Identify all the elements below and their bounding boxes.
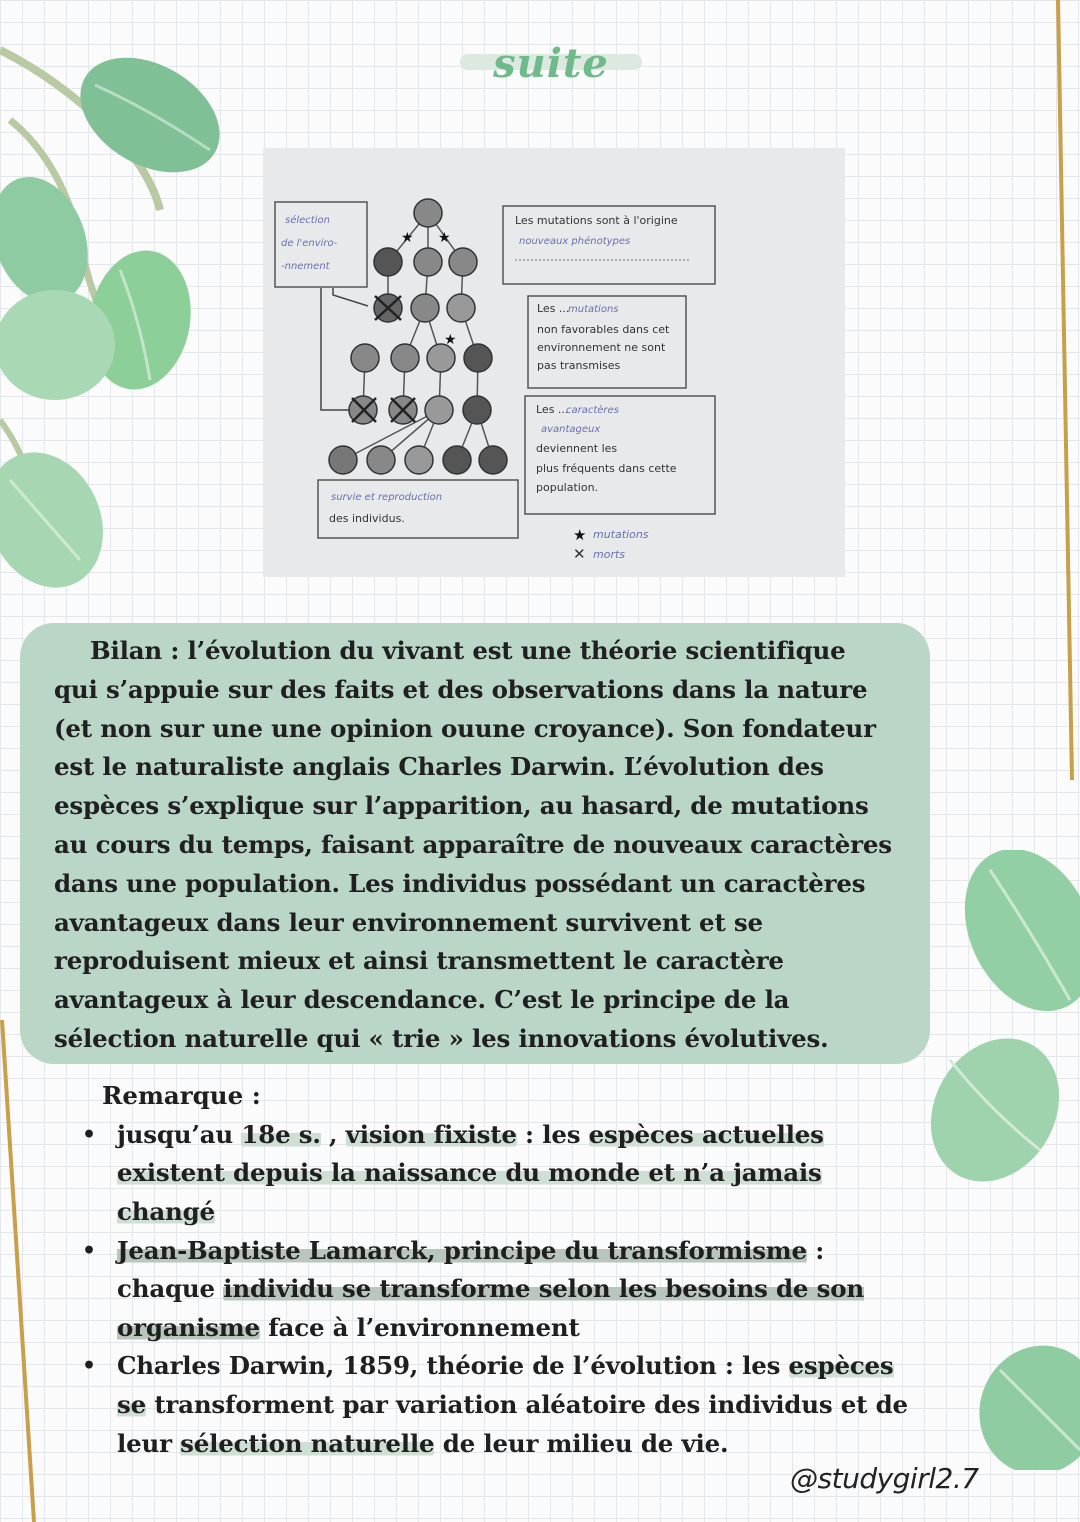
item3-part-a: Charles Darwin, 1859, théorie de l’évolution : les [117, 1351, 789, 1381]
item3-part-e: de leur milieu de vie. [434, 1428, 729, 1458]
item1-part-a: jusqu’au [117, 1119, 242, 1149]
remarque-item-lamarck [80, 1232, 920, 1348]
eucalyptus-leaves-right-icon [930, 850, 1080, 1470]
box-selection-line3: -nnement [281, 261, 330, 272]
box-mutations-line3: pas transmises [537, 359, 621, 372]
remarque-list [80, 1116, 920, 1463]
box-caract-line2: plus fréquents dans cette [536, 462, 677, 475]
diagram-photo [263, 148, 845, 577]
gold-border-right [1050, 0, 1080, 780]
svg-text:★: ★ [401, 230, 414, 246]
box-caract-prefix: Les ... [536, 403, 569, 416]
item2-part-d: face à l’environnement [259, 1312, 580, 1342]
box-caract-hand2: avantageux [541, 424, 601, 435]
bilan-box [20, 623, 930, 1064]
eucalyptus-leaves-top-left-icon [0, 0, 240, 600]
svg-text:★: ★ [438, 230, 451, 246]
item1-part-b: 18e s. [241, 1119, 321, 1149]
box-selection-line1: sélection [285, 215, 330, 226]
box-origin-hand: nouveaux phénotypes [519, 236, 631, 247]
legend-cross-icon: ✕ [573, 545, 586, 563]
author-signature: @studygirl2.7 [790, 1462, 979, 1495]
box-mutations-line2: environnement ne sont [537, 341, 666, 354]
box-mutations-line1: non favorables dans cet [537, 323, 670, 336]
evolution-diagram [263, 148, 845, 577]
box-mutations-prefix: Les ... [537, 302, 570, 315]
item1-part-f: espèces actuelles existent depuis la naissance du monde et n’a jamais changé [117, 1119, 824, 1226]
legend-morts: morts [593, 548, 626, 561]
bullet-icon: • [82, 1237, 96, 1264]
page-title-area [460, 40, 642, 88]
item3-part-c: transforment par variation aléatoire des individus et de leur [117, 1389, 908, 1458]
box-mutations-hand: mutations [568, 304, 619, 315]
item1-part-d: vision fixiste [345, 1119, 517, 1149]
remarque-item-fixisme [80, 1116, 920, 1232]
box-caract-line1: deviennent les [536, 442, 618, 455]
box-caract-hand1: caractères [566, 405, 619, 416]
item2-part-b: : chaque [117, 1235, 825, 1304]
item2-part-a: Jean-Baptiste Lamarck, principe du transformisme [117, 1235, 807, 1265]
bilan-text: Bilan : l’évolution du vivant est une théorie scientifique qui s’appuie sur des faits et des observations dans la nature (et non sur une une opinion ouune croyance). Son fondateur est le naturaliste anglais Charles Darwin. L’évolution des espèces s’explique sur l’apparition, au hasard, de mutations au cours du temps, faisant apparaître de nouveaux caractères dans une population. Les individus possédant un caractères avantageux dans leur environnement survivent et se reproduisent mieux et ainsi transmettent le caractère avantageux à leur descendance. C’est le principe de la sélection naturelle qui « trie » les innovations évolutives. [54, 636, 892, 1053]
remarque-item-darwin [80, 1347, 920, 1463]
box-survie-hand: survie et reproduction [331, 492, 443, 503]
remarque-title: Remarque : [102, 1081, 261, 1110]
bullet-icon: • [82, 1353, 96, 1380]
box-caract-line3: population. [536, 481, 599, 494]
item1-part-c: , [320, 1119, 346, 1149]
box-selection-line2: de l'enviro- [281, 238, 338, 249]
box-origin-text: Les mutations sont à l'origine [515, 214, 678, 227]
item2-part-c: individu se transforme selon les besoins de son organisme [117, 1274, 864, 1342]
item3-part-b: espèces se [117, 1351, 894, 1419]
legend-mutations: mutations [593, 528, 649, 541]
box-survie-text: des individus. [329, 512, 405, 525]
remarque-section [80, 1077, 920, 1463]
gold-border-left [0, 1020, 60, 1522]
item3-part-d: sélection naturelle [180, 1428, 435, 1458]
legend-star-icon: ★ [573, 526, 587, 544]
page-title: suite [493, 40, 609, 87]
svg-text:★: ★ [444, 332, 457, 348]
bullet-icon: • [82, 1121, 96, 1148]
item1-part-e: : les [516, 1119, 589, 1149]
